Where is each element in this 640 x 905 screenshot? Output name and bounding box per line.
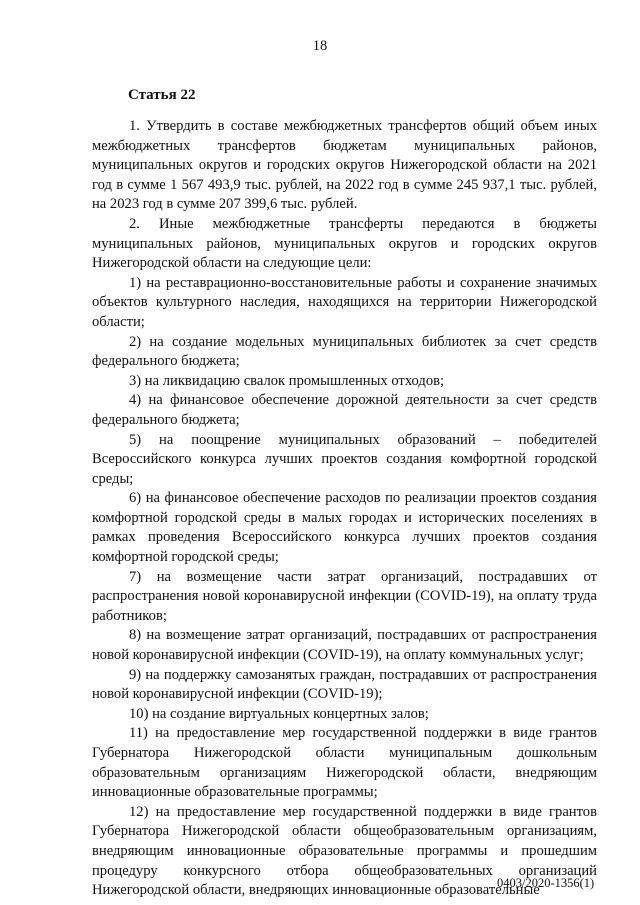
list-item: 11) на предоставление мер государственной поддержки в виде грантов Губернатора Нижегородской области муниципальным дошкольным образовательным организациям Нижегородской области, внедряющим инновационные образовательные программы;: [92, 725, 597, 801]
list-item: 12) на предоставление мер государственной поддержки в виде грантов Губернатора Нижегородской области общеобразовательным организациям, внедряющим инновационные образовательные программы и прошедшим процедуру конкурсного отбора общеобразовательных организаций Нижегородской области, внедряющих инновационные образовательные: [92, 803, 597, 899]
list-item: 3) на ликвидацию свалок промышленных отходов;: [129, 372, 445, 389]
list-item: 8) на возмещение затрат организаций, пострадавших от распространения новой коронавирусной инфекции (COVID-19), на оплату коммунальных услуг;: [92, 627, 597, 664]
document-code: 0403/2020-1356(1): [497, 876, 595, 890]
list-item: 2) на создание модельных муниципальных библиотек за счет средств федерального бюджета;: [92, 333, 597, 370]
page-number: 18: [312, 38, 328, 54]
article-title: Статья 22: [128, 87, 196, 103]
list-item: 6) на финансовое обеспечение расходов по реализации проектов создания комфортной городской среды в малых городах и исторических поселениях в рамках проведения Всероссийского конкурса лучших проектов создания комфортной городской среды;: [92, 490, 597, 566]
paragraph: 2. Иные межбюджетные трансферты передаются в бюджеты муниципальных районов, муниципальных округов и городских округов Нижегородской области на следующие цели:: [92, 215, 597, 272]
list-item: 1) на реставрационно-восстановительные работы и сохранение значимых объектов культурного наследия, находящихся на территории Нижегородской области;: [92, 274, 597, 330]
list-item: 7) на возмещение части затрат организаций, пострадавших от распространения новой коронавирусной инфекции (COVID-19), на оплату труда работников;: [92, 568, 597, 624]
document-body: [92, 117, 597, 901]
paragraph: 1. Утвердить в составе межбюджетных трансфертов общий объем иных межбюджетных трансфертов бюджетам муниципальных районов, муниципальных округов и городских округов Нижегородской области на 2021 год в сумме 1 567 493,9 тыс. рублей, на 2022 год в сумме 245 937,1 тыс. рублей, на 2023 год в сумме 207 399,6 тыс. рублей.: [92, 118, 597, 213]
list-item: 5) на поощрение муниципальных образований – победителей Всероссийского конкурса лучших проектов создания комфортной городской среды;: [92, 431, 597, 487]
list-item: 10) на создание виртуальных концертных залов;: [129, 705, 429, 722]
list-item: 9) на поддержку самозанятых граждан, пострадавших от распространения новой коронавирусной инфекции (COVID-19);: [92, 666, 597, 703]
list-item: 4) на финансовое обеспечение дорожной деятельности за счет средств федерального бюджета;: [92, 392, 597, 428]
